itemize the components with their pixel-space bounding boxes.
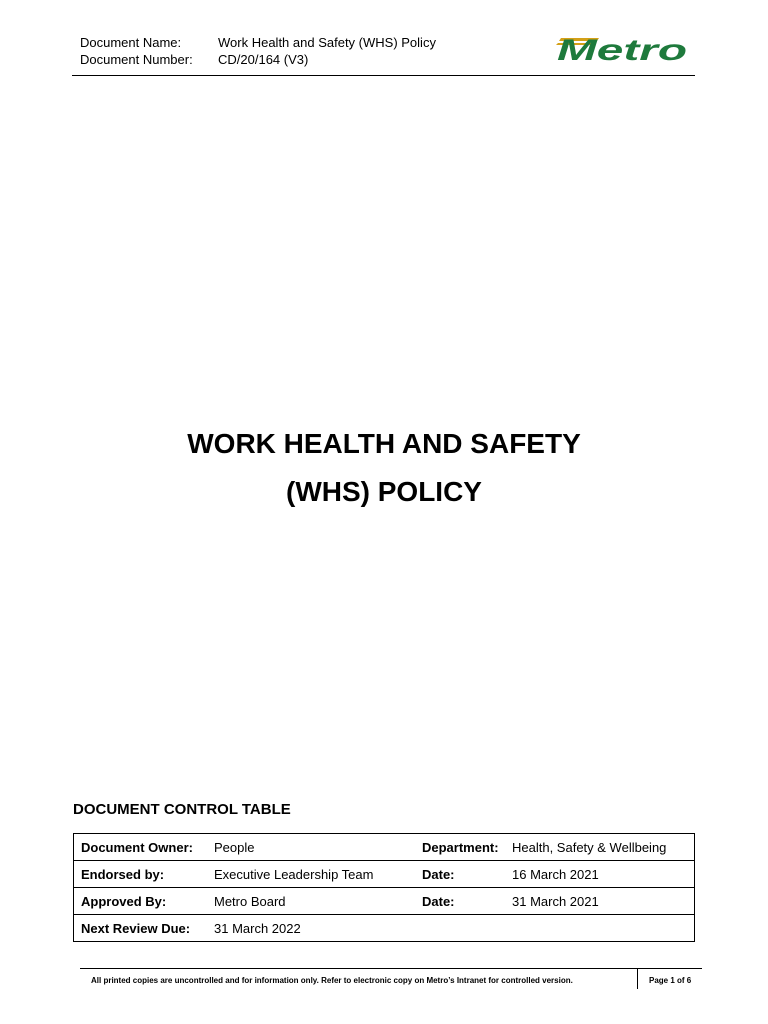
title-line-1: WORK HEALTH AND SAFETY	[187, 428, 581, 459]
review-value: 31 March 2022	[214, 915, 422, 942]
document-number-label: Document Number:	[80, 52, 193, 67]
review-empty-label	[422, 915, 512, 942]
document-control-table	[73, 833, 695, 942]
table-row	[74, 834, 695, 861]
department-value: Health, Safety & Wellbeing	[512, 834, 695, 861]
review-label: Next Review Due:	[74, 915, 215, 942]
metro-logo	[553, 32, 689, 62]
endorsed-label: Endorsed by:	[74, 861, 215, 888]
logo-wordmark: Metro	[557, 34, 687, 62]
endorsed-date-label: Date:	[422, 861, 512, 888]
owner-value: People	[214, 834, 422, 861]
approved-value: Metro Board	[214, 888, 422, 915]
owner-label: Document Owner:	[74, 834, 215, 861]
footer-divider	[80, 968, 702, 969]
document-name-value: Work Health and Safety (WHS) Policy	[218, 35, 436, 50]
table-row	[74, 915, 695, 942]
approved-date-label: Date:	[422, 888, 512, 915]
control-table-heading: DOCUMENT CONTROL TABLE	[73, 801, 291, 818]
document-title	[0, 420, 768, 516]
review-empty-value	[512, 915, 695, 942]
table-row	[74, 888, 695, 915]
table-row	[74, 861, 695, 888]
document-name-label: Document Name:	[80, 35, 182, 50]
title-line-2: (WHS) POLICY	[286, 476, 482, 507]
department-label: Department:	[422, 834, 512, 861]
document-number-value: CD/20/164 (V3)	[218, 52, 309, 67]
endorsed-date-value: 16 March 2021	[512, 861, 695, 888]
footer-disclaimer: All printed copies are uncontrolled and for information only. Refer to electronic copy on Metro’s Intranet for controlled version.	[91, 976, 573, 985]
header-divider	[72, 75, 695, 76]
endorsed-value: Executive Leadership Team	[214, 861, 422, 888]
page-number: Page 1 of 6	[649, 976, 692, 985]
footer-separator	[637, 968, 638, 989]
approved-date-value: 31 March 2021	[512, 888, 695, 915]
approved-label: Approved By:	[74, 888, 215, 915]
